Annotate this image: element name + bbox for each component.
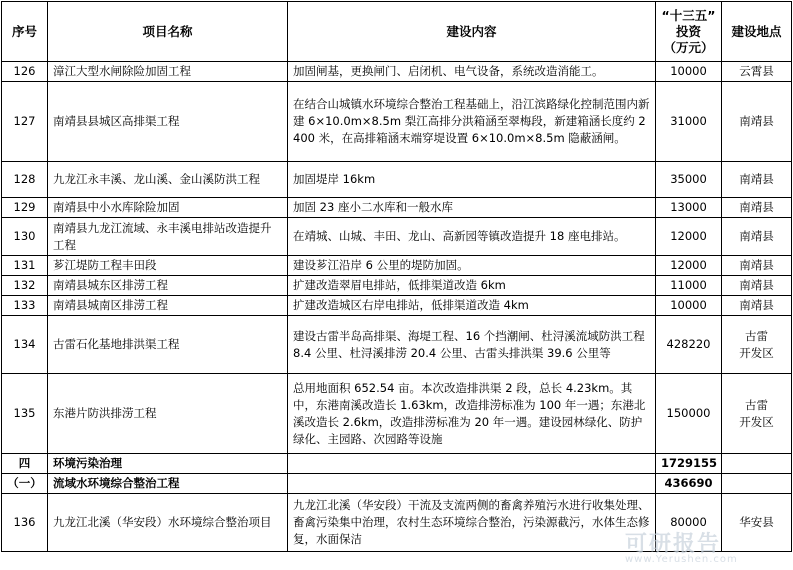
header-name: 项目名称 — [48, 2, 288, 62]
cell-invest: 80000 — [656, 494, 722, 552]
header-invest-line2: 投资 — [675, 23, 701, 39]
cell-invest: 31000 — [656, 82, 722, 162]
table-row — [2, 198, 792, 218]
header-location: 建设地点 — [722, 2, 792, 62]
cell-content: 在结合山城镇水环境综合整治工程基础上，沿江滨路绿化控制范围内新建 6×10.0m×8.5m 梨江高排分洪箱涵至翠梅段，新建箱涵长度约 2400 米，在高排箱涵末端穿堤设置 6×10.0m×8.5m 隐蔽涵闸。 — [288, 82, 656, 162]
cell-location-line1: 古雷 — [745, 397, 768, 412]
table-row — [2, 218, 792, 256]
cell-location: 南靖县 — [722, 162, 792, 198]
cell-location-line2: 开发区 — [739, 414, 774, 429]
cell-location: 南靖县 — [722, 256, 792, 276]
cell-content — [288, 454, 656, 474]
cell-invest: 12000 — [656, 256, 722, 276]
cell-seq: （一） — [2, 474, 48, 494]
watermark-text: 可研报告 — [625, 532, 722, 557]
cell-name: 环境污染治理 — [48, 454, 288, 474]
cell-location: 南靖县 — [722, 276, 792, 296]
cell-location — [722, 374, 792, 454]
header-content: 建设内容 — [288, 2, 656, 62]
cell-name: 南靖县九龙江流域、永丰溪电排站改造提升工程 — [48, 218, 288, 256]
project-table — [1, 1, 792, 552]
table-header-row — [2, 2, 792, 62]
cell-seq: 130 — [2, 218, 48, 256]
cell-seq: 126 — [2, 62, 48, 82]
cell-name: 九龙江永丰溪、龙山溪、金山溪防洪工程 — [48, 162, 288, 198]
cell-invest: 1729155 — [656, 454, 722, 474]
table-row — [2, 256, 792, 276]
table-row — [2, 162, 792, 198]
header-seq: 序号 — [2, 2, 48, 62]
cell-seq: 129 — [2, 198, 48, 218]
cell-location: 南靖县 — [722, 198, 792, 218]
cell-name: 九龙江北溪（华安段）水环境综合整治项目 — [48, 494, 288, 552]
cell-invest: 13000 — [656, 198, 722, 218]
section-row — [2, 474, 792, 494]
cell-content — [288, 474, 656, 494]
cell-location — [722, 316, 792, 374]
cell-name: 东港片防洪排涝工程 — [48, 374, 288, 454]
cell-name: 南靖县城东区排涝工程 — [48, 276, 288, 296]
header-invest-line3: （万元） — [663, 39, 714, 55]
cell-invest: 10000 — [656, 296, 722, 316]
cell-invest: 10000 — [656, 62, 722, 82]
cell-content: 扩建改造城区右岸电排站，低排渠道改造 4km — [288, 296, 656, 316]
table-row — [2, 374, 792, 454]
cell-content: 加固闸基，更换闸门、启闭机、电气设备，系统改造消能工。 — [288, 62, 656, 82]
cell-location: 南靖县 — [722, 82, 792, 162]
cell-location: 南靖县 — [722, 296, 792, 316]
cell-name: 南靖县县城区高排渠工程 — [48, 82, 288, 162]
cell-content: 加固 23 座小二水库和一般水库 — [288, 198, 656, 218]
cell-seq: 127 — [2, 82, 48, 162]
cell-location — [722, 454, 792, 474]
cell-invest: 428220 — [656, 316, 722, 374]
watermark-sub: www.Yerushen.com — [625, 554, 738, 565]
cell-invest: 11000 — [656, 276, 722, 296]
table-row — [2, 276, 792, 296]
cell-invest: 12000 — [656, 218, 722, 256]
cell-seq: 四 — [2, 454, 48, 474]
cell-location: 云霄县 — [722, 62, 792, 82]
table-row — [2, 82, 792, 162]
cell-name: 古雷石化基地排洪渠工程 — [48, 316, 288, 374]
cell-location: 华安县 — [722, 494, 792, 552]
cell-content: 加固堤岸 16km — [288, 162, 656, 198]
cell-seq: 135 — [2, 374, 48, 454]
cell-seq: 136 — [2, 494, 48, 552]
cell-content: 建设古雷半岛高排渠、海堤工程、16 个挡潮闸、杜浔溪流域防洪工程 8.4 公里、杜浔溪排涝 20.4 公里、古雷头排洪渠 39.6 公里等 — [288, 316, 656, 374]
cell-invest: 150000 — [656, 374, 722, 454]
cell-location — [722, 474, 792, 494]
cell-location: 南靖县 — [722, 218, 792, 256]
cell-location-line1: 古雷 — [745, 328, 768, 343]
cell-seq: 133 — [2, 296, 48, 316]
cell-name: 流域水环境综合整治工程 — [48, 474, 288, 494]
cell-content: 建设芗江沿岸 6 公里的堤防加固。 — [288, 256, 656, 276]
cell-name: 漳江大型水闸除险加固工程 — [48, 62, 288, 82]
cell-content: 在靖城、山城、丰田、龙山、高新园等镇改造提升 18 座电排站。 — [288, 218, 656, 256]
section-row — [2, 454, 792, 474]
cell-content: 总用地面积 652.54 亩。本次改造排洪渠 2 段，总长 4.23km。其中，东港南溪改造长 1.63km，改造排涝标准为 100 年一遇；东港北溪改造长 2.6km，改造排涝标准为 20 年一遇。建设园林绿化、防护绿化、主园路、次园路等设施 — [288, 374, 656, 454]
header-invest-line1: “十三五” — [661, 7, 716, 23]
cell-content: 扩建改造翠眉电排站，低排渠道改造 6km — [288, 276, 656, 296]
cell-invest: 436690 — [656, 474, 722, 494]
cell-name: 芗江堤防工程丰田段 — [48, 256, 288, 276]
cell-name: 南靖县城南区排涝工程 — [48, 296, 288, 316]
cell-seq: 132 — [2, 276, 48, 296]
cell-invest: 35000 — [656, 162, 722, 198]
cell-content: 九龙江北溪（华安段）干流及支流两侧的畜禽养殖污水进行收集处理、畜禽污染集中治理，农村生态环境综合整治，污染源截污，水体生态修复，水面保洁 — [288, 494, 656, 552]
cell-seq: 128 — [2, 162, 48, 198]
table-row — [2, 316, 792, 374]
cell-seq: 131 — [2, 256, 48, 276]
cell-location-line2: 开发区 — [739, 345, 774, 360]
watermark — [625, 527, 738, 565]
table-row — [2, 62, 792, 82]
header-invest — [656, 2, 722, 62]
table-row — [2, 296, 792, 316]
cell-seq: 134 — [2, 316, 48, 374]
cell-name: 南靖县中小水库除险加固 — [48, 198, 288, 218]
